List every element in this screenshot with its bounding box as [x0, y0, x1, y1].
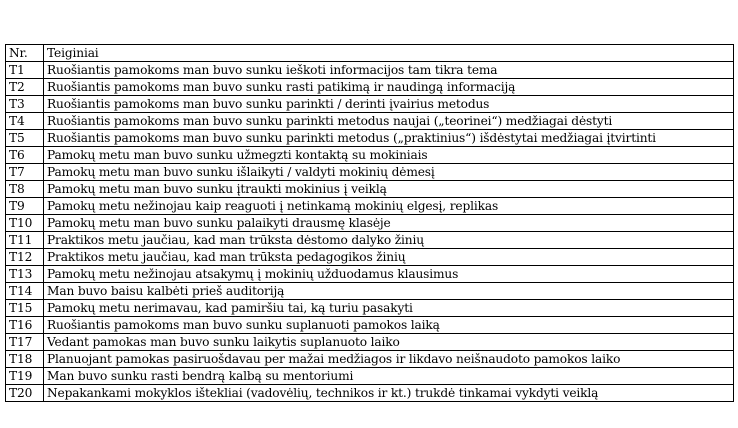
row-statement: Pamokų metu nežinojau atsakymų į mokinių užduodamus klausimus	[44, 266, 734, 283]
row-nr: T14	[6, 283, 44, 300]
row-nr: T20	[6, 385, 44, 402]
table-row	[6, 79, 734, 96]
row-nr: T8	[6, 181, 44, 198]
row-nr: T10	[6, 215, 44, 232]
row-statement: Pamokų metu man buvo sunku užmegzti kontaktą su mokiniais	[44, 147, 734, 164]
row-statement: Nepakankami mokyklos ištekliai (vadovėlių, technikos ir kt.) trukdė tinkamai vykdyti veiklą	[44, 385, 734, 402]
row-statement: Pamokų metu man buvo sunku išlaikyti / valdyti mokinių dėmesį	[44, 164, 734, 181]
table-row	[6, 334, 734, 351]
table-row	[6, 351, 734, 368]
table-row	[6, 130, 734, 147]
row-nr: T19	[6, 368, 44, 385]
table-row	[6, 232, 734, 249]
row-nr: T9	[6, 198, 44, 215]
row-nr: T16	[6, 317, 44, 334]
table-row	[6, 147, 734, 164]
statements-table-wrapper	[5, 44, 733, 402]
table-row	[6, 385, 734, 402]
table-row	[6, 113, 734, 130]
row-nr: T5	[6, 130, 44, 147]
row-statement: Ruošiantis pamokoms man buvo sunku rasti patikimą ir naudingą informaciją	[44, 79, 734, 96]
row-statement: Vedant pamokas man buvo sunku laikytis suplanuoto laiko	[44, 334, 734, 351]
row-statement: Praktikos metu jaučiau, kad man trūksta dėstomo dalyko žinių	[44, 232, 734, 249]
row-nr: T13	[6, 266, 44, 283]
table-row	[6, 215, 734, 232]
row-nr: T7	[6, 164, 44, 181]
header-statement: Teiginiai	[44, 45, 734, 62]
row-statement: Man buvo sunku rasti bendrą kalbą su mentoriumi	[44, 368, 734, 385]
row-nr: T12	[6, 249, 44, 266]
table-row	[6, 283, 734, 300]
table-row	[6, 266, 734, 283]
row-nr: T2	[6, 79, 44, 96]
table-row	[6, 62, 734, 79]
table-row	[6, 300, 734, 317]
row-statement: Ruošiantis pamokoms man buvo sunku suplanuoti pamokos laiką	[44, 317, 734, 334]
row-nr: T4	[6, 113, 44, 130]
row-nr: T18	[6, 351, 44, 368]
row-statement: Pamokų metu man buvo sunku palaikyti drausmę klasėje	[44, 215, 734, 232]
row-nr: T17	[6, 334, 44, 351]
row-nr: T1	[6, 62, 44, 79]
row-statement: Ruošiantis pamokoms man buvo sunku parinkti / derinti įvairius metodus	[44, 96, 734, 113]
table-row	[6, 96, 734, 113]
table-header-row	[6, 45, 734, 62]
header-nr: Nr.	[6, 45, 44, 62]
row-statement: Ruošiantis pamokoms man buvo sunku parinkti metodus („praktinius“) išdėstytai medžiagai įtvirtinti	[44, 130, 734, 147]
table-row	[6, 317, 734, 334]
table-row	[6, 164, 734, 181]
row-statement: Pamokų metu man buvo sunku įtraukti mokinius į veiklą	[44, 181, 734, 198]
table-row	[6, 198, 734, 215]
row-statement: Praktikos metu jaučiau, kad man trūksta pedagogikos žinių	[44, 249, 734, 266]
row-statement: Planuojant pamokas pasiruošdavau per mažai medžiagos ir likdavo neišnaudoto pamokos laiko	[44, 351, 734, 368]
row-nr: T15	[6, 300, 44, 317]
row-statement: Ruošiantis pamokoms man buvo sunku ieškoti informacijos tam tikra tema	[44, 62, 734, 79]
row-statement: Ruošiantis pamokoms man buvo sunku parinkti metodus naujai („teorinei“) medžiagai dėstyti	[44, 113, 734, 130]
table-row	[6, 181, 734, 198]
row-nr: T3	[6, 96, 44, 113]
row-nr: T6	[6, 147, 44, 164]
table-row	[6, 368, 734, 385]
table-row	[6, 249, 734, 266]
row-statement: Man buvo baisu kalbėti prieš auditoriją	[44, 283, 734, 300]
row-statement: Pamokų metu nerimavau, kad pamiršiu tai, ką turiu pasakyti	[44, 300, 734, 317]
statements-table	[5, 44, 734, 402]
row-statement: Pamokų metu nežinojau kaip reaguoti į netinkamą mokinių elgesį, replikas	[44, 198, 734, 215]
row-nr: T11	[6, 232, 44, 249]
